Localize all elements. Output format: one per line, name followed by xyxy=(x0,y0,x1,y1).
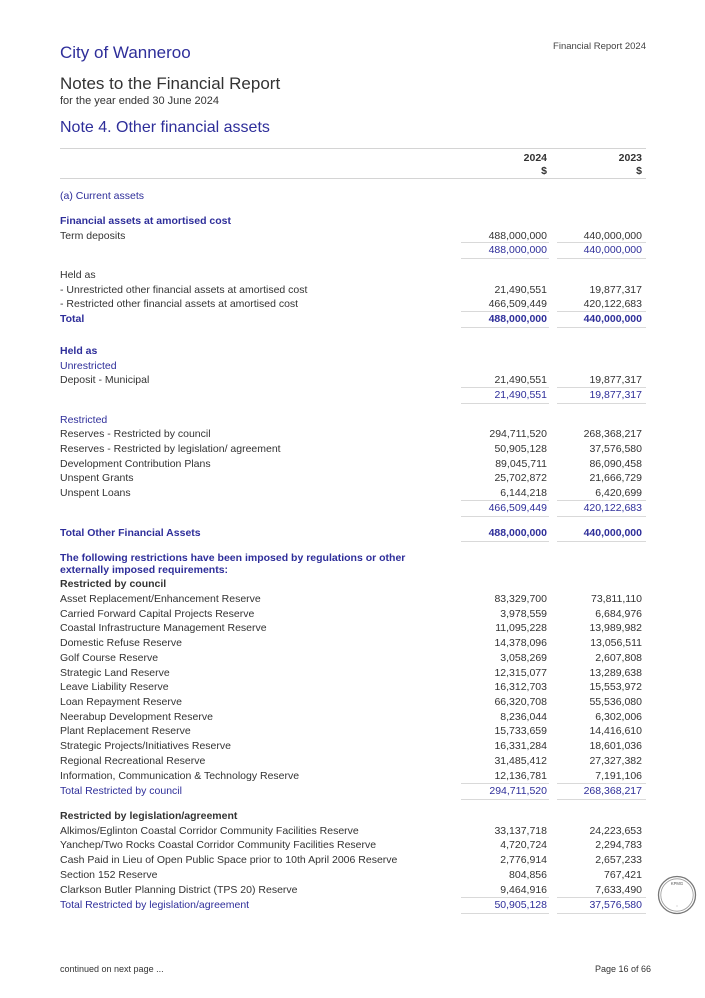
value-2023: 19,877,317 xyxy=(589,389,642,401)
value-2024: 50,905,128 xyxy=(494,899,547,911)
total-rule xyxy=(557,242,646,243)
row-label: - Unrestricted other financial assets at amortised cost xyxy=(60,284,308,296)
value-2023: 440,000,000 xyxy=(583,230,642,242)
row-label: Total Restricted by council xyxy=(60,785,182,797)
table-row xyxy=(60,724,646,739)
value-2024: 15,733,659 xyxy=(494,725,547,737)
table-row xyxy=(60,268,646,283)
total-rule xyxy=(557,913,646,914)
column-header-2024 xyxy=(467,152,547,178)
value-2024: 21,490,551 xyxy=(494,374,547,386)
row-label: Unspent Grants xyxy=(60,472,134,484)
value-2023: 27,327,382 xyxy=(589,755,642,767)
note-title: Note 4. Other financial assets xyxy=(60,119,270,136)
row-label: Loan Repayment Reserve xyxy=(60,696,182,708)
table-row xyxy=(60,359,646,374)
table-row xyxy=(60,853,646,868)
row-label: Section 152 Reserve xyxy=(60,869,158,881)
value-2023: 15,553,972 xyxy=(589,681,642,693)
total-rule xyxy=(461,327,549,328)
value-2024: 21,490,551 xyxy=(494,284,547,296)
table-row xyxy=(60,666,646,681)
value-2024: 12,136,781 xyxy=(494,770,547,782)
row-label: externally imposed requirements: xyxy=(60,564,229,576)
row-label: Plant Replacement Reserve xyxy=(60,725,191,737)
table-row xyxy=(60,592,646,607)
page-title: Notes to the Financial Report xyxy=(60,74,281,93)
table-row xyxy=(60,577,646,592)
row-label: Restricted by council xyxy=(60,578,167,590)
value-2023: 440,000,000 xyxy=(583,313,642,325)
table-row xyxy=(60,214,646,229)
value-2023: 767,421 xyxy=(604,869,642,881)
row-label: Held as xyxy=(60,269,96,281)
year-label: 2023 xyxy=(618,152,642,164)
page-number: Page 16 of 66 xyxy=(594,964,651,974)
total-rule xyxy=(557,311,646,312)
value-2023: 13,289,638 xyxy=(589,667,642,679)
row-label: Leave Liability Reserve xyxy=(60,681,169,693)
row-label: Strategic Projects/Initiatives Reserve xyxy=(60,740,231,752)
value-2023: 24,223,653 xyxy=(589,825,642,837)
table-row xyxy=(60,651,646,666)
table-row xyxy=(60,754,646,769)
value-2024: 466,509,449 xyxy=(488,298,547,310)
value-2023: 13,056,511 xyxy=(590,637,642,649)
value-2023: 2,657,233 xyxy=(595,854,642,866)
value-2023: 268,368,217 xyxy=(583,785,642,797)
row-label: Term deposits xyxy=(60,230,126,242)
table-row xyxy=(60,883,646,898)
value-2024: 89,045,711 xyxy=(495,458,547,470)
value-2024: 488,000,000 xyxy=(488,313,547,325)
value-2023: 440,000,000 xyxy=(583,527,642,539)
table-row xyxy=(60,838,646,853)
value-2023: 37,576,580 xyxy=(589,443,642,455)
total-row xyxy=(60,898,646,913)
total-rule xyxy=(557,500,646,501)
row-label: Restricted by legislation/agreement xyxy=(60,810,238,822)
total-rule xyxy=(461,516,549,517)
table-row xyxy=(60,710,646,725)
total-rule xyxy=(461,913,549,914)
value-2023: 13,989,982 xyxy=(589,622,642,634)
row-label: - Restricted other financial assets at amortised cost xyxy=(60,298,299,310)
total-rule xyxy=(557,327,646,328)
kpmg-stamp-icon xyxy=(657,875,697,915)
row-label: Neerabup Development Reserve xyxy=(60,711,213,723)
unit-label: $ xyxy=(636,165,642,177)
table-row xyxy=(60,695,646,710)
total-rule xyxy=(461,387,549,388)
value-2024: 488,000,000 xyxy=(488,230,547,242)
value-2024: 6,144,218 xyxy=(500,487,547,499)
value-2024: 3,978,559 xyxy=(500,608,547,620)
column-header-2023 xyxy=(562,152,642,178)
total-rule xyxy=(461,783,549,784)
row-label: The following restrictions have been imposed by regulations or other xyxy=(60,552,406,564)
value-2023: 2,294,783 xyxy=(595,839,642,851)
value-2024: 4,720,724 xyxy=(500,839,547,851)
total-rule xyxy=(557,799,646,800)
row-label: Deposit - Municipal xyxy=(60,374,150,386)
value-2023: 7,633,490 xyxy=(595,884,642,896)
value-2024: 804,856 xyxy=(509,869,547,881)
value-2023: 14,416,610 xyxy=(589,725,642,737)
row-label: Held as xyxy=(60,345,98,357)
value-2023: 268,368,217 xyxy=(583,428,642,440)
total-row xyxy=(60,526,646,541)
divider xyxy=(60,148,646,149)
total-rule xyxy=(461,403,549,404)
table-row xyxy=(60,563,646,578)
table-row xyxy=(60,769,646,784)
row-label: Clarkson Butler Planning District (TPS 20) Reserve xyxy=(60,884,298,896)
row-label: Unrestricted xyxy=(60,360,117,372)
table-row xyxy=(60,739,646,754)
svg-text:KPMG: KPMG xyxy=(670,881,684,886)
value-2024: 488,000,000 xyxy=(488,244,547,256)
value-2023: 37,576,580 xyxy=(589,899,642,911)
row-label: Yanchep/Two Rocks Coastal Corridor Community Facilities Reserve xyxy=(60,839,377,851)
total-rule xyxy=(461,242,549,243)
row-label: (a) Current assets xyxy=(60,190,145,202)
table-row xyxy=(60,471,646,486)
value-2023: 18,601,036 xyxy=(589,740,642,752)
total-rule xyxy=(557,387,646,388)
value-2024: 31,485,412 xyxy=(494,755,547,767)
value-2024: 8,236,044 xyxy=(500,711,547,723)
total-rule xyxy=(461,258,549,259)
row-label: Domestic Refuse Reserve xyxy=(60,637,182,649)
value-2024: 3,058,269 xyxy=(500,652,547,664)
row-label: Cash Paid in Lieu of Open Public Space prior to 10th April 2006 Reserve xyxy=(60,854,398,866)
value-2024: 14,378,096 xyxy=(494,637,547,649)
organisation-name: City of Wanneroo xyxy=(60,43,191,62)
continued-note: continued on next page ... xyxy=(60,964,164,974)
divider xyxy=(60,178,646,179)
value-2023: 19,877,317 xyxy=(589,374,642,386)
table-row xyxy=(60,486,646,501)
value-2024: 12,315,077 xyxy=(494,667,547,679)
total-row xyxy=(60,243,646,258)
value-2024: 50,905,128 xyxy=(494,443,547,455)
table-row xyxy=(60,868,646,883)
row-label: Regional Recreational Reserve xyxy=(60,755,206,767)
row-label: Unspent Loans xyxy=(60,487,131,499)
value-2024: 66,320,708 xyxy=(494,696,547,708)
row-label: Development Contribution Plans xyxy=(60,458,211,470)
total-rule xyxy=(557,258,646,259)
row-label: Total Other Financial Assets xyxy=(60,527,201,539)
value-2024: 83,329,700 xyxy=(494,593,547,605)
total-row xyxy=(60,784,646,799)
year-label: 2024 xyxy=(523,152,547,164)
table-row xyxy=(60,297,646,312)
value-2024: 488,000,000 xyxy=(488,527,547,539)
total-rule xyxy=(557,783,646,784)
total-rule xyxy=(557,403,646,404)
value-2024: 294,711,520 xyxy=(489,428,547,440)
value-2023: 6,302,006 xyxy=(595,711,642,723)
value-2023: 21,666,729 xyxy=(589,472,642,484)
row-label: Reserves - Restricted by legislation/ agreement xyxy=(60,443,281,455)
total-rule xyxy=(557,541,646,542)
total-rule xyxy=(557,516,646,517)
row-label: Reserves - Restricted by council xyxy=(60,428,211,440)
table-row xyxy=(60,442,646,457)
table-row xyxy=(60,373,646,388)
total-row xyxy=(60,388,646,403)
total-rule xyxy=(461,541,549,542)
value-2023: 7,191,106 xyxy=(595,770,642,782)
value-2023: 420,122,683 xyxy=(583,502,642,514)
value-2024: 294,711,520 xyxy=(489,785,547,797)
total-rule xyxy=(461,500,549,501)
total-rule xyxy=(461,799,549,800)
total-row xyxy=(60,312,646,327)
total-row xyxy=(60,501,646,516)
table-row xyxy=(60,413,646,428)
table-row xyxy=(60,344,646,359)
value-2024: 9,464,916 xyxy=(500,884,547,896)
row-label: Coastal Infrastructure Management Reserve xyxy=(60,622,267,634)
row-label: Information, Communication & Technology Reserve xyxy=(60,770,300,782)
row-label: Carried Forward Capital Projects Reserve xyxy=(60,608,255,620)
table-row xyxy=(60,809,646,824)
total-rule xyxy=(461,311,549,312)
value-2024: 25,702,872 xyxy=(494,472,547,484)
page-subtitle: for the year ended 30 June 2024 xyxy=(60,95,220,107)
row-label: Strategic Land Reserve xyxy=(60,667,170,679)
unit-label: $ xyxy=(541,165,547,177)
table-row xyxy=(60,824,646,839)
row-label: Alkimos/Eglinton Coastal Corridor Community Facilities Reserve xyxy=(60,825,359,837)
table-row xyxy=(60,680,646,695)
value-2023: 6,420,699 xyxy=(595,487,642,499)
value-2023: 86,090,458 xyxy=(589,458,642,470)
total-rule xyxy=(557,897,646,898)
value-2024: 16,312,703 xyxy=(494,681,547,693)
value-2023: 440,000,000 xyxy=(583,244,642,256)
value-2024: 466,509,449 xyxy=(488,502,547,514)
row-label: Financial assets at amortised cost xyxy=(60,215,231,227)
value-2023: 19,877,317 xyxy=(589,284,642,296)
value-2023: 73,811,110 xyxy=(591,593,642,605)
row-label: Restricted xyxy=(60,414,108,426)
row-label: Total xyxy=(60,313,85,325)
row-label: Asset Replacement/Enhancement Reserve xyxy=(60,593,261,605)
value-2023: 420,122,683 xyxy=(583,298,642,310)
table-row xyxy=(60,636,646,651)
value-2024: 16,331,284 xyxy=(494,740,547,752)
value-2024: 2,776,914 xyxy=(500,854,547,866)
value-2023: 6,684,976 xyxy=(595,608,642,620)
value-2024: 11,095,228 xyxy=(495,622,547,634)
value-2024: 21,490,551 xyxy=(494,389,547,401)
table-row xyxy=(60,621,646,636)
total-rule xyxy=(461,897,549,898)
value-2024: 33,137,718 xyxy=(494,825,547,837)
table-row xyxy=(60,607,646,622)
table-row xyxy=(60,427,646,442)
value-2023: 2,607,808 xyxy=(595,652,642,664)
row-label: Total Restricted by legislation/agreement xyxy=(60,899,250,911)
row-label: Golf Course Reserve xyxy=(60,652,159,664)
table-row xyxy=(60,457,646,472)
table-row xyxy=(60,189,646,204)
table-row xyxy=(60,283,646,298)
report-label: Financial Report 2024 xyxy=(553,41,646,52)
value-2023: 55,536,080 xyxy=(589,696,642,708)
